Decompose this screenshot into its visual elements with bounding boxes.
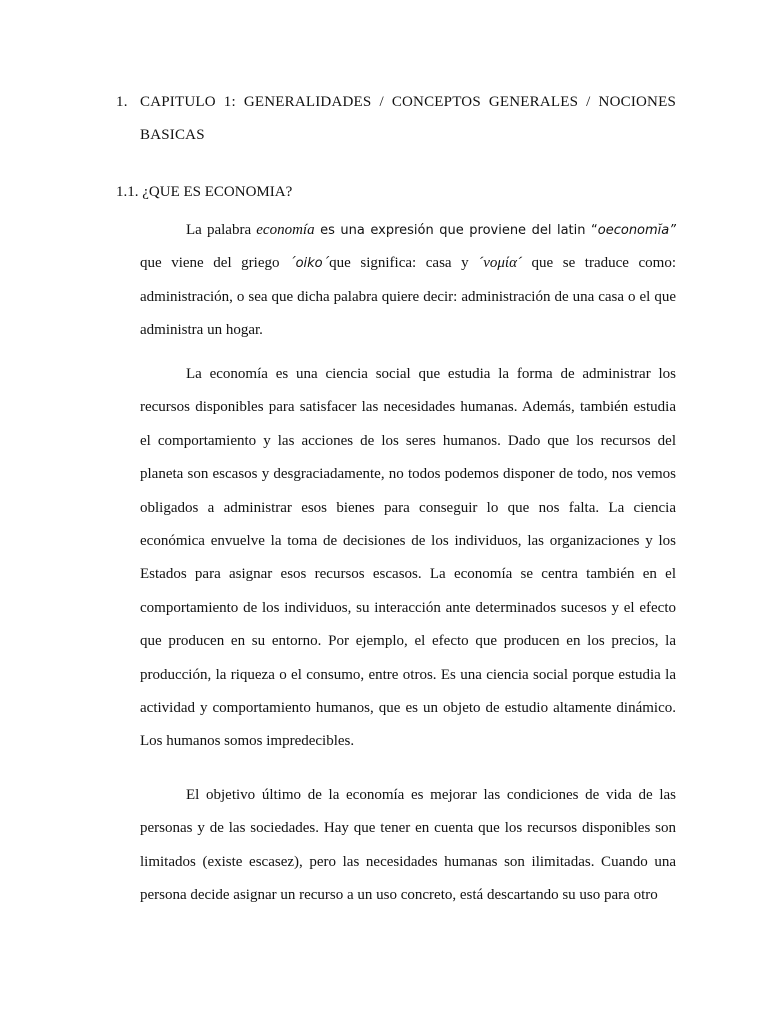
paragraph-text: El objetivo último de la economía es mejorar las condiciones de vida de las personas y de las sociedades. Hay que tener en cuenta que los recursos disponibles son limitados (existe escasez), pero las necesidades humanas son ilimitadas. Cuando una persona decide asignar un recurso a un uso concreto, está descartando su uso para otro — [140, 787, 676, 904]
paragraph-etymology — [140, 214, 676, 348]
term-oiko: ´oiko´ — [289, 256, 330, 272]
chapter-title: CAPITULO 1: GENERALIDADES / CONCEPTOS GENERALES / NOCIONES BASICAS — [140, 94, 676, 143]
paragraph-text: La palabra — [186, 222, 257, 238]
term-economia: economía — [256, 222, 315, 238]
chapter-heading — [116, 86, 676, 152]
term-nomia: ´νομία´ — [478, 255, 522, 272]
paragraph-objective — [140, 779, 676, 913]
paragraph-definition — [140, 358, 676, 759]
paragraph-text: que significa: casa y — [329, 255, 479, 272]
term-latin: oeconomĭa” — [597, 223, 676, 238]
chapter-number: 1. — [116, 94, 128, 110]
section-heading: 1.1. ¿QUE ES ECONOMIA? — [116, 184, 293, 200]
paragraph-text: que se traduce como: administración, o sea que dicha palabra quiere decir: administración de una casa o el que administra un hogar. — [140, 255, 676, 339]
paragraph-text: La economía es una ciencia social que estudia la forma de administrar los recursos disponibles para satisfacer las necesidades humanas. Además, también estudia el comportamiento y las acciones de los seres humanos. Dado que los recursos del planeta son escasos y desgraciadamente, no todos podemos disponer de todo, nos vemos obligados a administrar esos bienes para conseguir lo que nos falta. La ciencia económica envuelve la toma de decisiones de los individuos, las organizaciones y los Estados para asignar esos recursos escasos. La economía se centra también en el comportamiento de los individuos, su interacción ante determinados sucesos y el efecto que producen en su entorno. Por ejemplo, el efecto que producen en los precios, la producción, la riqueza o el consumo, entre otros. Es una ciencia social porque estudia la actividad y comportamiento humanos, que es un objeto de estudio altamente dinámico. Los humanos somos impredecibles. — [140, 366, 676, 750]
paragraph-text: es una expresión que proviene del latin “ — [314, 223, 598, 238]
paragraph-text: que viene del griego — [140, 255, 290, 272]
